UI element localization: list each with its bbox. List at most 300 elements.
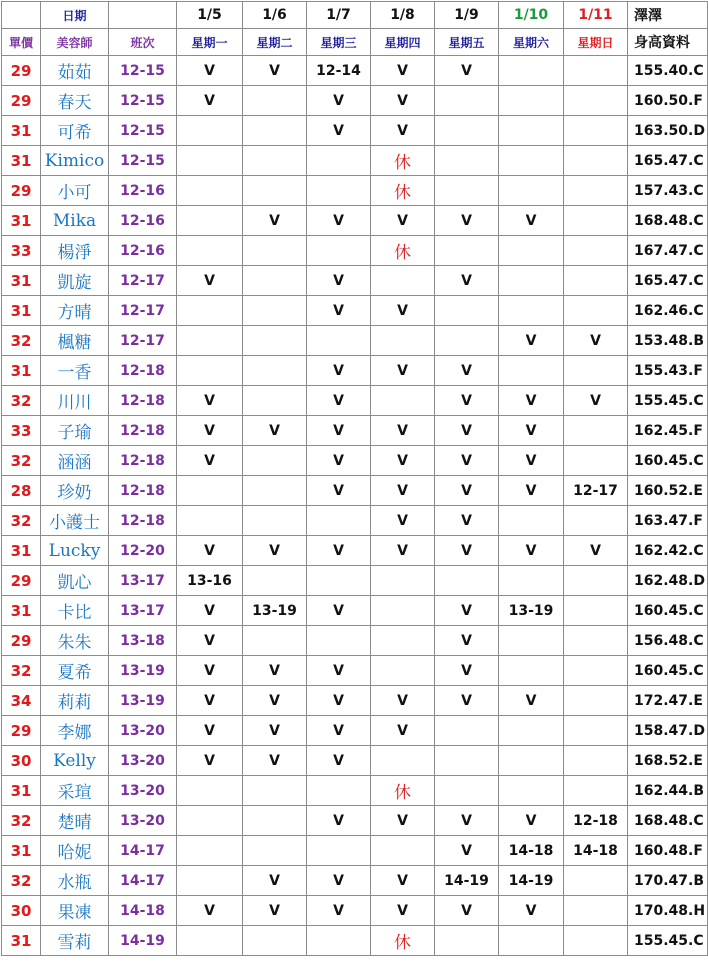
day-cell-sun [564, 926, 628, 956]
day-cell-sat [499, 776, 564, 806]
day-cell-sun [564, 686, 628, 716]
stats-cell: 163.50.D [628, 116, 708, 146]
day-cell-fri: V [435, 386, 499, 416]
day-cell-thu [371, 266, 435, 296]
day-cell-wed: V [307, 446, 371, 476]
day-cell-tue [243, 446, 307, 476]
day-cell-mon: V [177, 266, 243, 296]
stats-cell: 155.45.C [628, 386, 708, 416]
day-cell-sat: 14-19 [499, 866, 564, 896]
day-cell-sat [499, 356, 564, 386]
day-cell-sun [564, 716, 628, 746]
day-cell-thu: V [371, 206, 435, 236]
day-cell-sat: V [499, 686, 564, 716]
stylist-name-cell: Mika [41, 206, 109, 236]
day-cell-tue [243, 506, 307, 536]
day-cell-sat [499, 746, 564, 776]
day-cell-wed: V [307, 206, 371, 236]
price-cell: 29 [2, 56, 41, 86]
day-cell-sun [564, 176, 628, 206]
price-cell: 32 [2, 506, 41, 536]
day-cell-mon [177, 836, 243, 866]
day-cell-sat: V [499, 206, 564, 236]
day-cell-mon [177, 506, 243, 536]
stats-cell: 160.45.C [628, 656, 708, 686]
day-cell-thu: V [371, 506, 435, 536]
day-cell-fri [435, 326, 499, 356]
day-cell-fri: V [435, 446, 499, 476]
day-cell-sun: 12-17 [564, 476, 628, 506]
day-cell-mon: V [177, 626, 243, 656]
table-row [2, 626, 708, 656]
shift-cell: 12-17 [109, 326, 177, 356]
stylist-name-cell: 果凍 [41, 896, 109, 926]
day-cell-fri: V [435, 596, 499, 626]
stylist-name-cell: 涵涵 [41, 446, 109, 476]
day-cell-sun [564, 506, 628, 536]
day-cell-thu: 休 [371, 176, 435, 206]
shift-cell: 14-18 [109, 896, 177, 926]
day-cell-thu [371, 656, 435, 686]
day-cell-wed [307, 776, 371, 806]
price-cell: 31 [2, 596, 41, 626]
stylist-name-cell: 楚晴 [41, 806, 109, 836]
shift-cell: 14-17 [109, 836, 177, 866]
day-cell-mon [177, 326, 243, 356]
day-cell-tue [243, 326, 307, 356]
date-header-mon: 1/5 [177, 2, 243, 29]
day-cell-sun [564, 866, 628, 896]
day-cell-fri: V [435, 206, 499, 236]
shift-cell: 12-17 [109, 296, 177, 326]
stylist-name-cell: 水瓶 [41, 866, 109, 896]
day-cell-fri: V [435, 56, 499, 86]
day-cell-wed [307, 326, 371, 356]
day-cell-tue [243, 296, 307, 326]
table-row [2, 776, 708, 806]
stats-cell: 162.44.B [628, 776, 708, 806]
stats-cell: 160.48.F [628, 836, 708, 866]
price-cell: 29 [2, 176, 41, 206]
day-cell-sun [564, 236, 628, 266]
stylist-name-cell: 可希 [41, 116, 109, 146]
header-row-labels [2, 29, 708, 56]
stylist-name-cell: 凱旋 [41, 266, 109, 296]
day-cell-thu: 休 [371, 236, 435, 266]
day-cell-thu: V [371, 536, 435, 566]
day-cell-tue [243, 566, 307, 596]
day-cell-sat: 13-19 [499, 596, 564, 626]
day-cell-tue [243, 626, 307, 656]
stats-cell: 168.48.C [628, 206, 708, 236]
weekday-header-wed: 星期三 [307, 29, 371, 56]
day-cell-fri: V [435, 476, 499, 506]
stats-cell: 162.46.C [628, 296, 708, 326]
stats-cell: 158.47.D [628, 716, 708, 746]
day-cell-tue: 13-19 [243, 596, 307, 626]
table-row [2, 86, 708, 116]
day-cell-tue [243, 836, 307, 866]
shift-cell: 14-17 [109, 866, 177, 896]
stylist-name-cell: Kimico [41, 146, 109, 176]
day-cell-sun: V [564, 326, 628, 356]
day-cell-fri [435, 116, 499, 146]
shift-cell: 13-17 [109, 566, 177, 596]
day-cell-sat [499, 236, 564, 266]
day-cell-fri [435, 86, 499, 116]
shift-cell: 12-15 [109, 56, 177, 86]
price-cell: 29 [2, 566, 41, 596]
table-row [2, 746, 708, 776]
stylist-name-cell: 小護士 [41, 506, 109, 536]
shift-cell: 14-19 [109, 926, 177, 956]
stats-cell: 163.47.F [628, 506, 708, 536]
stats-column-header: 身高資料 [628, 29, 708, 56]
day-cell-thu: V [371, 56, 435, 86]
day-cell-sun [564, 356, 628, 386]
day-cell-mon [177, 356, 243, 386]
day-cell-wed: V [307, 416, 371, 446]
day-cell-wed: V [307, 296, 371, 326]
shift-cell: 12-15 [109, 116, 177, 146]
table-row [2, 266, 708, 296]
price-cell: 28 [2, 476, 41, 506]
shop-name-header: 澤澤 [628, 2, 708, 29]
stylist-name-cell: 李娜 [41, 716, 109, 746]
price-cell: 31 [2, 146, 41, 176]
day-cell-wed: V [307, 716, 371, 746]
day-cell-sat [499, 656, 564, 686]
stats-cell: 155.43.F [628, 356, 708, 386]
day-cell-wed: V [307, 356, 371, 386]
stats-cell: 162.42.C [628, 536, 708, 566]
stats-cell: 160.50.F [628, 86, 708, 116]
price-cell: 33 [2, 236, 41, 266]
table-row [2, 176, 708, 206]
day-cell-mon [177, 146, 243, 176]
day-cell-fri [435, 926, 499, 956]
shift-cell: 12-20 [109, 536, 177, 566]
day-cell-tue: V [243, 716, 307, 746]
day-cell-mon [177, 926, 243, 956]
day-cell-mon [177, 206, 243, 236]
stats-cell: 172.47.E [628, 686, 708, 716]
table-row [2, 356, 708, 386]
day-cell-sat: V [499, 446, 564, 476]
day-cell-tue [243, 356, 307, 386]
day-cell-wed: 12-14 [307, 56, 371, 86]
day-cell-sat [499, 146, 564, 176]
table-row [2, 656, 708, 686]
day-cell-sat: V [499, 536, 564, 566]
stylist-name-cell: 哈妮 [41, 836, 109, 866]
day-cell-wed: V [307, 686, 371, 716]
stats-cell: 162.45.F [628, 416, 708, 446]
table-row [2, 146, 708, 176]
stats-cell: 157.43.C [628, 176, 708, 206]
day-cell-sun [564, 596, 628, 626]
day-cell-fri: V [435, 656, 499, 686]
day-cell-sun [564, 146, 628, 176]
stylist-name-cell: 一香 [41, 356, 109, 386]
day-cell-tue [243, 476, 307, 506]
stats-cell: 153.48.B [628, 326, 708, 356]
day-cell-thu: 休 [371, 776, 435, 806]
price-cell: 31 [2, 356, 41, 386]
table-row [2, 206, 708, 236]
day-cell-mon [177, 806, 243, 836]
day-cell-thu [371, 836, 435, 866]
day-cell-wed: V [307, 266, 371, 296]
price-cell: 31 [2, 926, 41, 956]
day-cell-mon [177, 176, 243, 206]
day-cell-sat: V [499, 896, 564, 926]
shift-cell: 12-18 [109, 446, 177, 476]
shift-cell: 12-15 [109, 86, 177, 116]
day-cell-sun [564, 746, 628, 776]
day-cell-fri [435, 236, 499, 266]
stats-cell: 168.48.C [628, 806, 708, 836]
day-cell-tue: V [243, 866, 307, 896]
price-cell: 31 [2, 536, 41, 566]
day-cell-sat [499, 926, 564, 956]
date-header-sat: 1/10 [499, 2, 564, 29]
day-cell-wed: V [307, 746, 371, 776]
table-row [2, 506, 708, 536]
day-cell-sun [564, 266, 628, 296]
weekday-header-fri: 星期五 [435, 29, 499, 56]
price-cell: 33 [2, 416, 41, 446]
stats-cell: 165.47.C [628, 266, 708, 296]
day-cell-wed: V [307, 476, 371, 506]
day-cell-wed [307, 176, 371, 206]
stats-cell: 168.52.E [628, 746, 708, 776]
day-cell-thu [371, 596, 435, 626]
day-cell-fri: V [435, 506, 499, 536]
day-cell-mon: V [177, 686, 243, 716]
day-cell-mon: V [177, 56, 243, 86]
day-cell-sun [564, 56, 628, 86]
day-cell-sat [499, 116, 564, 146]
weekday-header-sun: 星期日 [564, 29, 628, 56]
day-cell-mon [177, 776, 243, 806]
day-cell-fri: V [435, 836, 499, 866]
day-cell-sat [499, 296, 564, 326]
shift-cell: 12-18 [109, 476, 177, 506]
weekday-header-sat: 星期六 [499, 29, 564, 56]
day-cell-tue: V [243, 896, 307, 926]
stylist-name-cell: 卡比 [41, 596, 109, 626]
day-cell-fri [435, 296, 499, 326]
day-cell-wed: V [307, 596, 371, 626]
price-cell: 31 [2, 776, 41, 806]
table-row [2, 416, 708, 446]
table-row [2, 716, 708, 746]
price-cell: 32 [2, 446, 41, 476]
day-cell-mon [177, 236, 243, 266]
day-cell-thu: V [371, 716, 435, 746]
schedule-table [1, 1, 708, 956]
day-cell-sat: V [499, 806, 564, 836]
day-cell-sun [564, 116, 628, 146]
day-cell-sun [564, 86, 628, 116]
day-cell-sun [564, 626, 628, 656]
stylist-name-cell: 春天 [41, 86, 109, 116]
day-cell-tue [243, 176, 307, 206]
day-cell-wed: V [307, 806, 371, 836]
day-cell-sun [564, 656, 628, 686]
day-cell-fri: V [435, 806, 499, 836]
stats-cell: 155.45.C [628, 926, 708, 956]
day-cell-thu: V [371, 416, 435, 446]
day-cell-thu: V [371, 896, 435, 926]
day-cell-mon: 13-16 [177, 566, 243, 596]
stylist-name-cell: 小可 [41, 176, 109, 206]
price-cell: 30 [2, 746, 41, 776]
table-row [2, 296, 708, 326]
date-header-thu: 1/8 [371, 2, 435, 29]
day-cell-mon: V [177, 446, 243, 476]
stylist-name-cell: 珍奶 [41, 476, 109, 506]
day-cell-sun: V [564, 536, 628, 566]
day-cell-tue: V [243, 686, 307, 716]
stylist-name-cell: Lucky [41, 536, 109, 566]
stylist-name-cell: 朱朱 [41, 626, 109, 656]
shift-cell: 12-18 [109, 386, 177, 416]
day-cell-sat [499, 86, 564, 116]
stylist-name-cell: 凱心 [41, 566, 109, 596]
price-cell: 32 [2, 806, 41, 836]
day-cell-fri [435, 716, 499, 746]
day-cell-fri: V [435, 686, 499, 716]
day-cell-sun [564, 446, 628, 476]
price-cell: 29 [2, 716, 41, 746]
day-cell-mon: V [177, 716, 243, 746]
day-cell-fri: V [435, 896, 499, 926]
day-cell-sat [499, 626, 564, 656]
table-row [2, 806, 708, 836]
day-cell-sat [499, 56, 564, 86]
price-cell: 31 [2, 266, 41, 296]
day-cell-wed: V [307, 386, 371, 416]
day-cell-thu: V [371, 116, 435, 146]
table-row [2, 596, 708, 626]
day-cell-tue: V [243, 536, 307, 566]
shift-column-header: 班次 [109, 29, 177, 56]
price-cell: 31 [2, 116, 41, 146]
date-header-tue: 1/6 [243, 2, 307, 29]
weekday-header-mon: 星期一 [177, 29, 243, 56]
price-cell: 31 [2, 296, 41, 326]
stats-cell: 160.52.E [628, 476, 708, 506]
day-cell-fri [435, 176, 499, 206]
shift-cell: 12-15 [109, 146, 177, 176]
day-cell-thu: 休 [371, 926, 435, 956]
stats-cell: 156.48.C [628, 626, 708, 656]
price-cell: 30 [2, 896, 41, 926]
table-row [2, 326, 708, 356]
header-empty-cell [109, 2, 177, 29]
table-row [2, 536, 708, 566]
day-cell-sun [564, 896, 628, 926]
day-cell-thu: V [371, 356, 435, 386]
day-cell-mon: V [177, 386, 243, 416]
price-cell: 32 [2, 866, 41, 896]
day-cell-wed: V [307, 536, 371, 566]
stylist-name-cell: 夏希 [41, 656, 109, 686]
day-cell-tue [243, 116, 307, 146]
day-cell-mon: V [177, 536, 243, 566]
day-cell-sat: V [499, 386, 564, 416]
day-cell-tue [243, 86, 307, 116]
table-row [2, 566, 708, 596]
day-cell-thu: V [371, 866, 435, 896]
day-cell-mon: V [177, 896, 243, 926]
table-row [2, 926, 708, 956]
price-cell: 32 [2, 656, 41, 686]
table-row [2, 686, 708, 716]
day-cell-sun: 14-18 [564, 836, 628, 866]
day-cell-mon: V [177, 656, 243, 686]
shift-cell: 13-20 [109, 746, 177, 776]
day-cell-tue [243, 776, 307, 806]
day-cell-fri: 14-19 [435, 866, 499, 896]
day-cell-sun [564, 296, 628, 326]
stylist-name-cell: 雪莉 [41, 926, 109, 956]
day-cell-thu [371, 386, 435, 416]
day-cell-wed: V [307, 656, 371, 686]
day-cell-tue [243, 926, 307, 956]
shift-cell: 12-16 [109, 176, 177, 206]
day-cell-thu: V [371, 296, 435, 326]
day-cell-sat: V [499, 416, 564, 446]
stats-cell: 160.45.C [628, 596, 708, 626]
shift-cell: 12-16 [109, 206, 177, 236]
stats-cell: 167.47.C [628, 236, 708, 266]
date-label: 日期 [41, 2, 109, 29]
table-row [2, 836, 708, 866]
day-cell-thu: 休 [371, 146, 435, 176]
day-cell-fri: V [435, 536, 499, 566]
day-cell-tue [243, 386, 307, 416]
day-cell-sat [499, 176, 564, 206]
stylist-name-cell: 楓糖 [41, 326, 109, 356]
day-cell-wed [307, 236, 371, 266]
stats-cell: 162.48.D [628, 566, 708, 596]
day-cell-mon [177, 866, 243, 896]
day-cell-mon [177, 296, 243, 326]
day-cell-fri: V [435, 266, 499, 296]
day-cell-wed: V [307, 116, 371, 146]
day-cell-thu: V [371, 806, 435, 836]
day-cell-wed [307, 566, 371, 596]
day-cell-sat: V [499, 476, 564, 506]
stylist-name-cell: 莉莉 [41, 686, 109, 716]
day-cell-tue [243, 146, 307, 176]
shift-cell: 12-18 [109, 356, 177, 386]
price-cell: 31 [2, 836, 41, 866]
day-cell-wed [307, 506, 371, 536]
shift-cell: 12-18 [109, 506, 177, 536]
day-cell-sat [499, 716, 564, 746]
day-cell-sat: 14-18 [499, 836, 564, 866]
day-cell-tue: V [243, 56, 307, 86]
day-cell-sun [564, 206, 628, 236]
day-cell-mon [177, 476, 243, 506]
table-row [2, 476, 708, 506]
day-cell-tue: V [243, 746, 307, 776]
day-cell-tue [243, 236, 307, 266]
